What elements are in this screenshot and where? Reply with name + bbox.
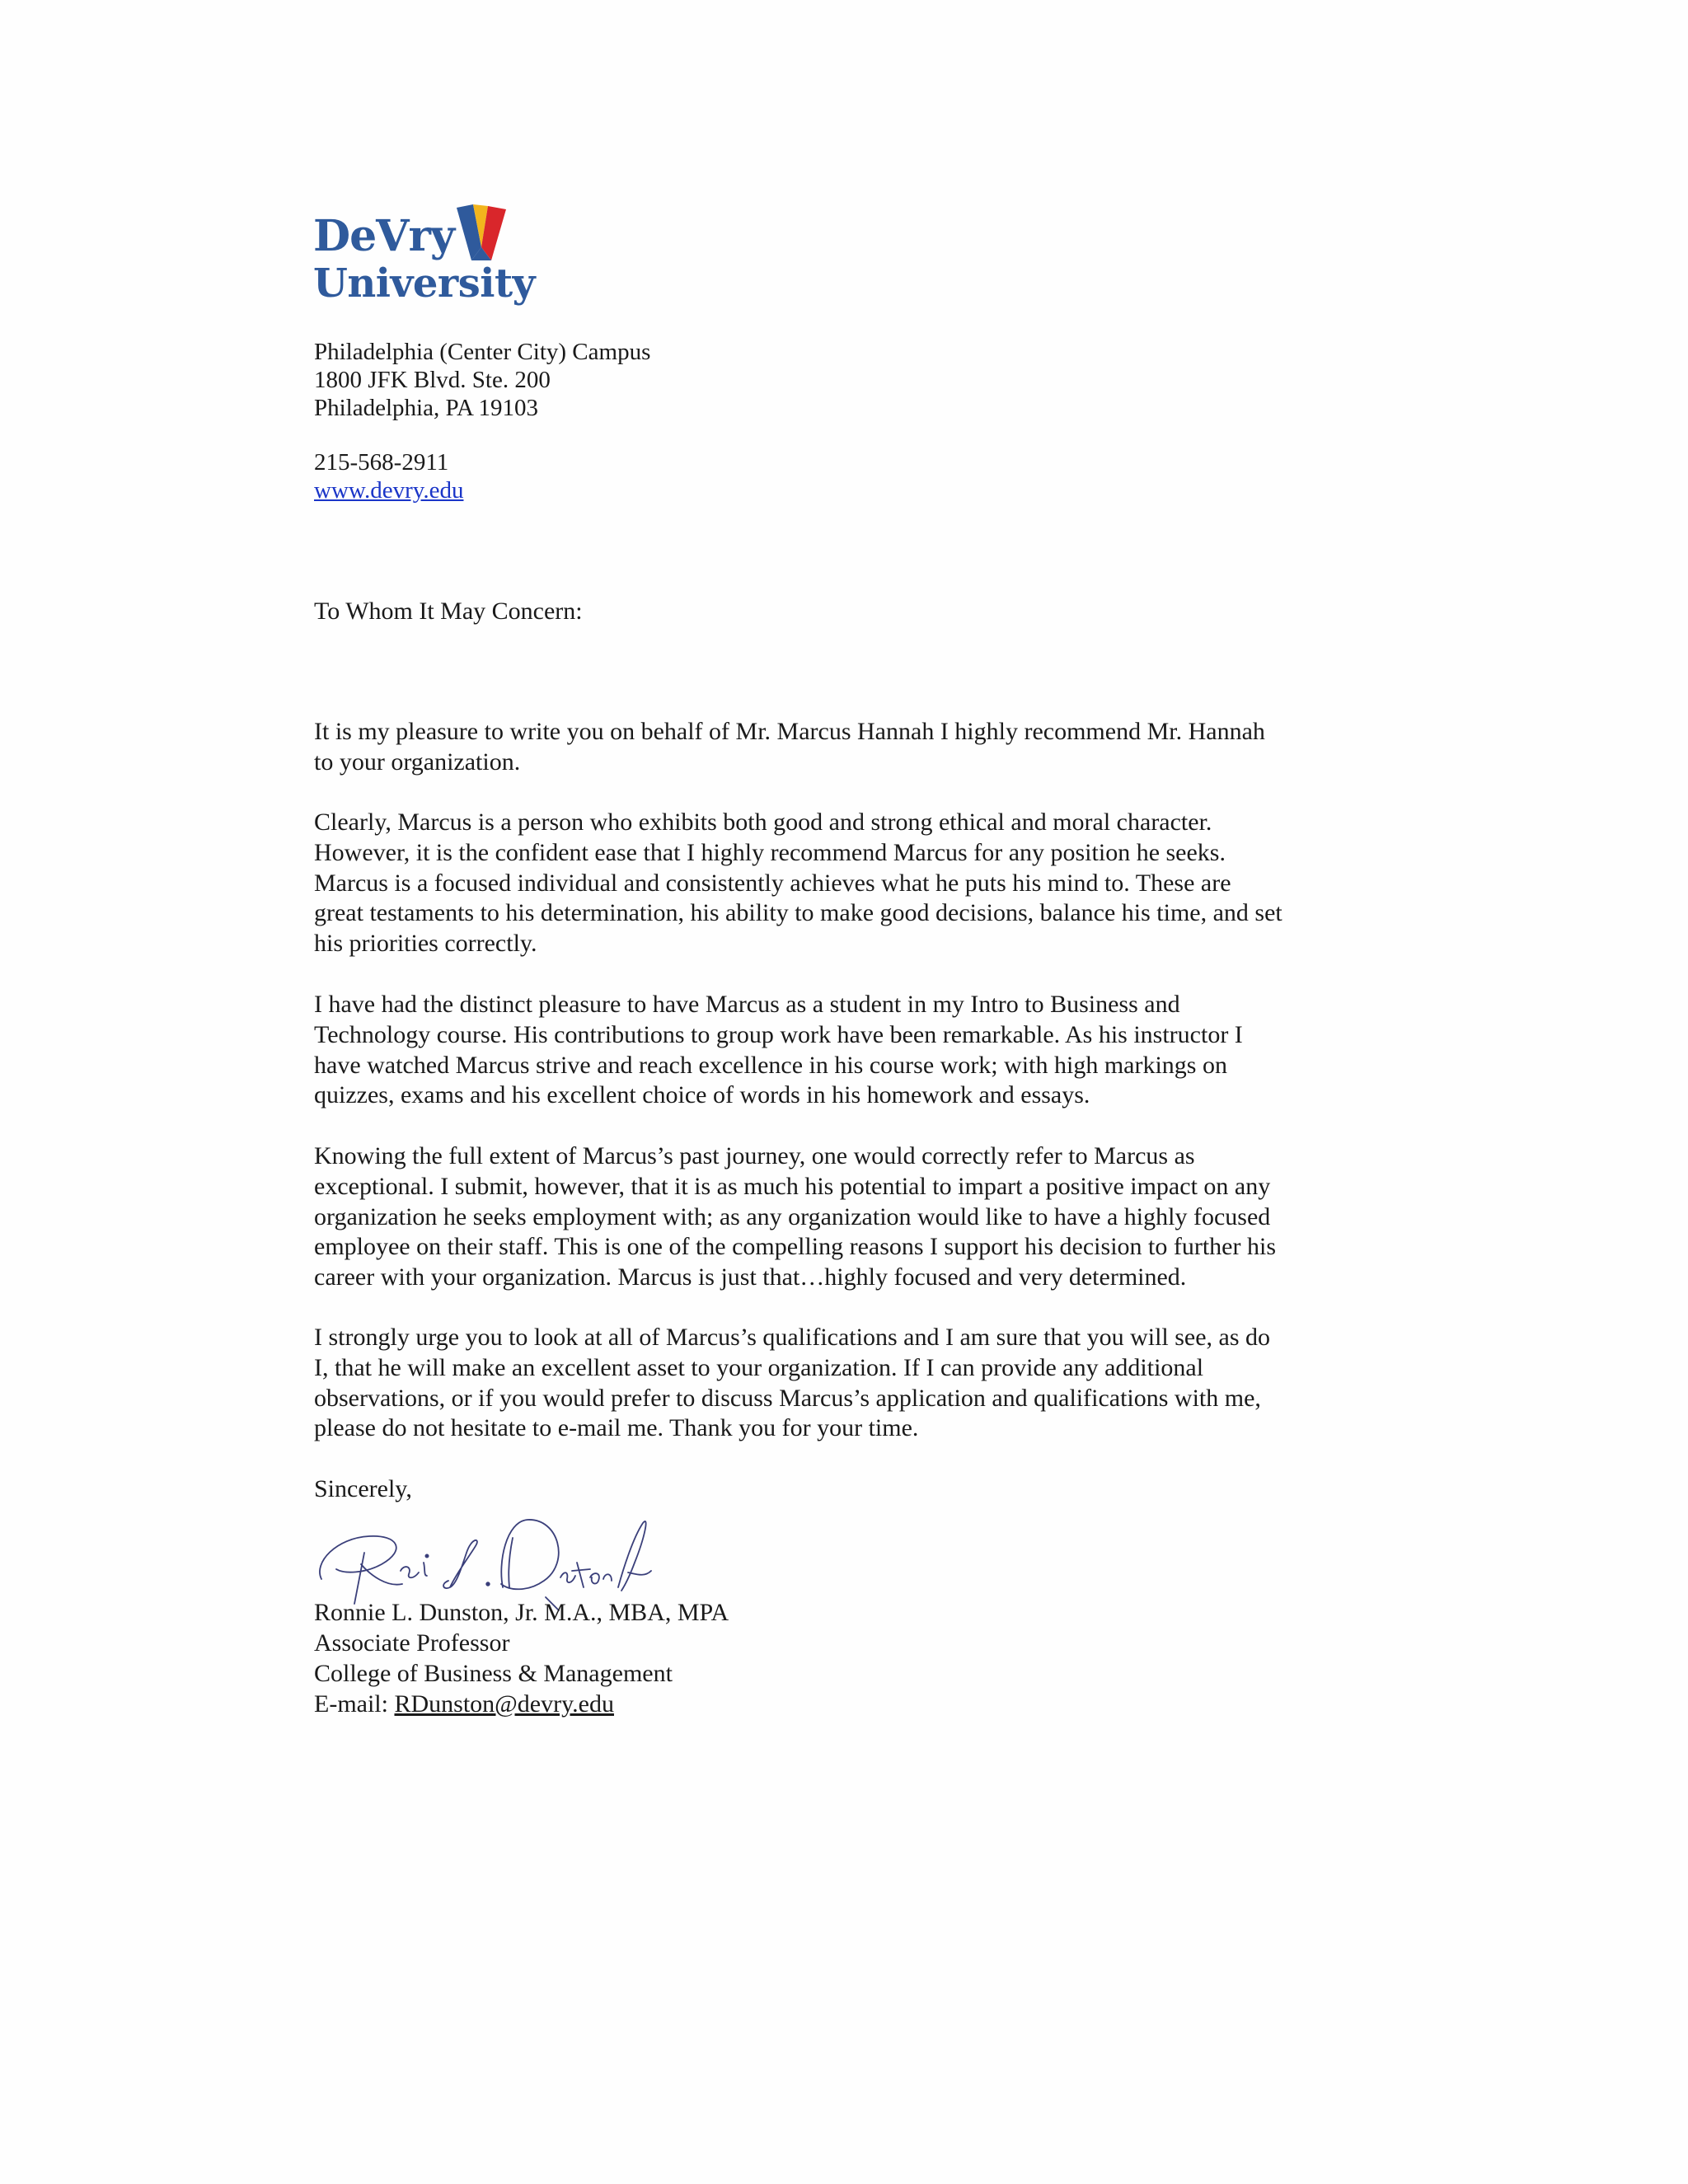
paragraph-line: Clearly, Marcus is a person who exhibits both good and strong ethical and moral character. [314,808,1212,836]
signature-block [314,1597,729,1719]
paragraph-line: It is my pleasure to write you on behalf of Mr. Marcus Hannah I highly recommend Mr. Hannah [314,718,1265,745]
paragraph-line: his priorities correctly. [314,930,537,958]
shield-icon [455,204,508,264]
email-link[interactable]: RDunston@devry.edu [394,1690,614,1718]
address-line: 1800 JFK Blvd. Ste. 200 [314,367,551,393]
paragraph-line: Technology course. His contributions to group work have been remarkable. As his instructor I [314,1020,1243,1048]
address-line: Philadelphia (Center City) Campus [314,339,651,365]
devry-logo [313,204,536,312]
signer-title: Associate Professor [314,1629,510,1657]
paragraph-line: please do not hesitate to e-mail me. Thank you for your time. [314,1414,919,1442]
paragraph-line: Knowing the full extent of Marcus’s past journey, one would correctly refer to Marcus as [314,1142,1195,1169]
paragraph-line: I, that he will make an excellent asset to your organization. If I can provide any additional [314,1353,1204,1381]
paragraph-line: I have had the distinct pleasure to have Marcus as a student in my Intro to Business and [314,991,1180,1018]
paragraph-line: organization he seeks employment with; as any organization would like to have a highly focused [314,1202,1271,1230]
logo-wordmark-university: University [313,260,536,307]
letter-paragraph [314,717,1353,778]
paragraph-line: career with your organization. Marcus is just that…highly focused and very determined. [314,1263,1187,1291]
paragraph-line: I strongly urge you to look at all of Marcus’s qualifications and I am sure that you will see, as do [314,1324,1271,1351]
closing: Sincerely, [314,1475,412,1502]
handwritten-signature [312,1505,658,1612]
paragraph-line: to your organization. [314,748,521,776]
letter-paragraph [314,808,1353,959]
paragraph-line: great testaments to his determination, his ability to make good decisions, balance his time, and set [314,899,1282,927]
paragraph-line: Marcus is a focused individual and consistently achieves what he puts his mind to. These are [314,869,1231,897]
email-label: E-mail: [314,1690,395,1718]
salutation: To Whom It May Concern: [314,598,583,625]
phone-number: 215-568-2911 [314,449,449,476]
letter-paragraph [314,990,1353,1111]
campus-address [314,338,650,422]
logo-wordmark-devry: DeVry [313,211,455,261]
signer-department: College of Business & Management [314,1660,673,1687]
paragraph-line: employee on their staff. This is one of the compelling reasons I support his decision to further his [314,1233,1276,1261]
website-link[interactable]: www.devry.edu [314,477,464,504]
signer-email-line [314,1689,729,1719]
letter-paragraph [314,1323,1353,1444]
paragraph-line: However, it is the confident ease that I highly recommend Marcus for any position he seeks. [314,838,1226,866]
campus-contact [314,448,463,504]
signer-name: Ronnie L. Dunston, Jr. M.A., MBA, MPA [314,1599,729,1626]
paragraph-line: have watched Marcus strive and reach excellence in his course work; with high markings on [314,1051,1227,1079]
letter-paragraph [314,1141,1353,1293]
paragraph-line: quizzes, exams and his excellent choice of words in his homework and essays. [314,1081,1090,1109]
address-line: Philadelphia, PA 19103 [314,395,539,421]
paragraph-line: exceptional. I submit, however, that it is as much his potential to impart a positive impact on any [314,1172,1271,1200]
paragraph-line: observations, or if you would prefer to discuss Marcus’s application and qualifications with me, [314,1384,1261,1412]
